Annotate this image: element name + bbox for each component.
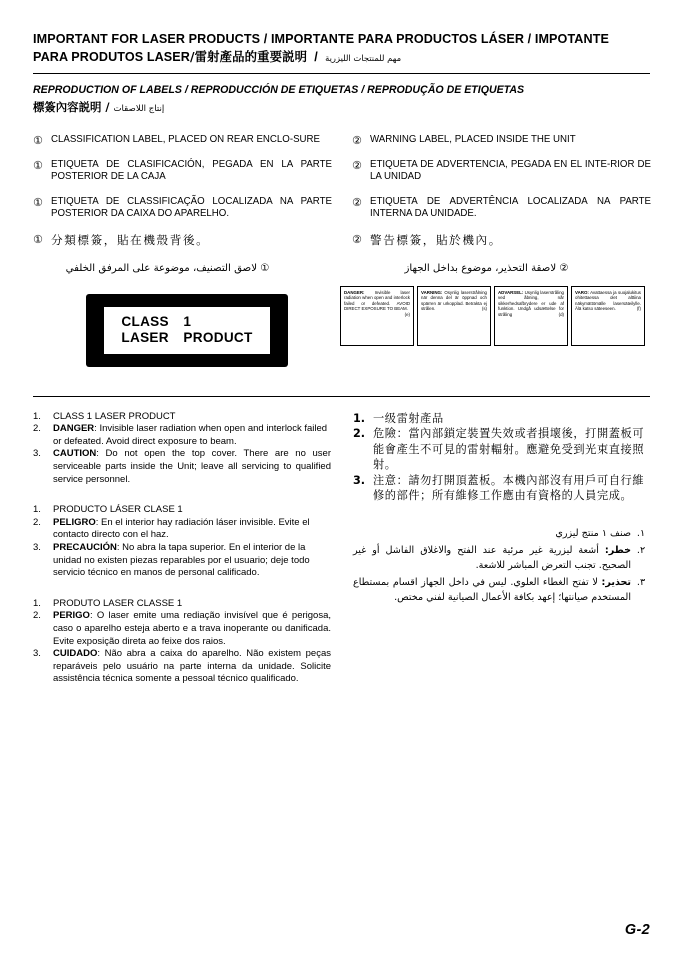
subheading-latin: REPRODUCTION OF LABELS / REPRODUCCIÓN DE ETIQUETAS / REPRODUÇÃO DE ETIQUETAS (33, 84, 525, 96)
warning-body: Invisible laser radiation when open and interlock failed or defeated. AVOID DIRECT EXPOSURE TO BEAM. (344, 289, 410, 312)
class-1-laser-product-label (86, 294, 288, 367)
class-label-word-one: 1 (183, 313, 192, 329)
class-label-word-laser: LASER (121, 330, 169, 346)
instruction-columns (33, 411, 650, 704)
label-text-portuguese: ETIQUETA DE ADVERTÊNCIA LOCALIZADA NA PARTE INTERNA DA UNIDADE. (370, 195, 651, 220)
warning-code: (d) (558, 312, 564, 317)
label-item (352, 196, 651, 221)
label-marker: ① (33, 159, 43, 172)
label-item (33, 159, 332, 184)
label-text-chinese: 分類標簽，貼在機殼背後。 (51, 232, 210, 247)
label-item (352, 159, 651, 184)
warning-heading: ADVARSEL: (498, 289, 524, 295)
label-item (33, 134, 332, 147)
label-text-portuguese: ETIQUETA DE CLASSIFICAÇÃO LOCALIZADA NA PARTE POSTERIOR DA CAIXA DO APARELHO. (51, 195, 332, 220)
instruction-text (53, 517, 331, 542)
instruction-column-right (353, 411, 651, 704)
document-title (33, 30, 650, 67)
label-item (352, 134, 651, 147)
instruction-body-text: : O laser emite uma rediação invisível que é perigosa, caso o aparelho esteja aberto e a trava inoperante ou danificada. Evite exposição direta ao feixe dos raios. (53, 610, 331, 647)
instruction-item (353, 526, 651, 541)
warning-heading: VARO: (575, 289, 589, 295)
instruction-item (353, 473, 651, 504)
subheading-arabic: إنتاج اللاصقات (113, 104, 165, 114)
warning-code: (e) (404, 312, 410, 317)
instruction-item (33, 517, 331, 542)
instruction-item (353, 543, 651, 573)
title-line-2-arabic: مهم للمنتجات الليزرية (325, 53, 402, 63)
title-line-2-chinese: 雷射產品的重要説明 (194, 49, 308, 64)
warning-heading: DANGER: (344, 289, 365, 295)
title-separator-1: / (190, 49, 195, 64)
subheading-separator: / (105, 100, 110, 114)
title-line-2-latin: PARA PRODUTOS LASER (33, 50, 191, 64)
instruction-item (33, 504, 331, 517)
instruction-block-spanish (33, 504, 331, 580)
instruction-number: 2. (33, 423, 41, 435)
instruction-body-text: : Invisible laser radiation when open and interlock failed or defeated. Avoid direct exposure to beam. (53, 423, 328, 447)
instruction-item (353, 411, 651, 427)
instruction-keyword: PERIGO (53, 610, 90, 622)
warning-body: Avattaessa ja suojalukitus ohitettaessa olet alttiina näkymättömälle lasersäteilylle. Älä katso säteeseen. (575, 289, 641, 312)
instruction-item (33, 610, 331, 648)
subheading-chinese: 標簽內容説明 (33, 100, 102, 114)
class-label-word-product: PRODUCT (183, 330, 253, 346)
label-marker: ① (33, 232, 43, 246)
instruction-text: 注意：請勿打開頂蓋板。本機內部沒有用戶可自行維修的部件；所有維修工作應由有資格的人員完成。 (373, 473, 645, 503)
label-text-spanish: ETIQUETA DE CLASIFICACIÓN, PEGADA EN LA PARTE POSTERIOR DE LA CAJA (51, 159, 332, 183)
instruction-body-text: : No abra la tapa superior. En el interior de la unidad no existen piezas reparables por el usuario; deje todo servicio técnico en manos de personal calificado. (53, 541, 310, 579)
instruction-item (33, 411, 331, 424)
instruction-number: ٢. (636, 544, 646, 556)
warning-body: Usynlig laserstråling ved åbning, når sikkerhedsafbrydere er ude af funktion. Undgå udsættelse for stråling (498, 289, 564, 317)
label-text-arabic: ② لاصقة التحذير، موضوع بداخل الجهاز (404, 262, 569, 274)
label-graphics-row (33, 286, 650, 390)
instructions-divider (33, 396, 650, 397)
instruction-number: ١. (636, 527, 646, 539)
instruction-number: 2. (33, 516, 41, 528)
instruction-number: 1. (33, 410, 41, 422)
class-label-inner-panel (104, 307, 270, 354)
instruction-text: PRODUTO LASER CLASSE 1 (53, 597, 183, 609)
instruction-number: 3. (353, 473, 366, 487)
instruction-keyword: CAUTION (53, 448, 97, 460)
warning-code: (f) (636, 306, 641, 312)
label-column-right (352, 134, 651, 276)
label-marker: ① (33, 134, 43, 147)
header-divider (33, 73, 650, 74)
instruction-text: صنف ١ منتج ليزري (555, 527, 631, 539)
instruction-item (353, 426, 651, 473)
title-separator-2: / (314, 50, 318, 64)
warning-code: (s) (481, 306, 487, 312)
label-item (33, 196, 332, 221)
instruction-number: ٣. (636, 576, 646, 588)
instruction-body-text: لا تفتح الغطاء العلوي. ليس في داخل الجهاز اقسام بمستطاع المستخدم صيانتها؛ إعهد بكافة الأعمال الصيانية لفني مختص. (353, 576, 631, 603)
class-label-word-class: CLASS (121, 313, 169, 329)
label-text-english: WARNING LABEL, PLACED INSIDE THE UNIT (370, 134, 576, 145)
warning-box-english (340, 286, 414, 346)
label-text-arabic: ① لاصق التصنيف، موضوعة على المرفق الخلفي (65, 262, 270, 274)
instruction-text (53, 610, 331, 648)
instruction-text (53, 423, 331, 448)
instruction-item (33, 648, 331, 686)
instruction-block-arabic (353, 526, 651, 605)
label-marker: ② (352, 134, 362, 147)
instruction-text (53, 648, 331, 686)
instruction-item (33, 542, 331, 580)
label-marker: ① (33, 195, 43, 209)
label-item (33, 233, 332, 248)
label-marker: ② (352, 195, 362, 209)
instruction-keyword: PELIGRO (53, 516, 96, 528)
instruction-number: 2. (353, 427, 366, 441)
warning-box-finnish (571, 286, 645, 346)
instruction-text: 一级雷射產品 (373, 411, 444, 425)
instruction-keyword: خطر: (604, 544, 631, 556)
instruction-item (353, 575, 651, 605)
page-number: G-2 (624, 922, 650, 938)
instruction-body-text: : Do not open the top cover. There are no user serviceable parts inside the Unit; leave all servicing to qualified service personnel. (53, 448, 331, 485)
instruction-keyword: PRECAUCIÓN (53, 541, 117, 553)
instruction-body-text: أشعة ليزرية غير مرئية عند الفتح والاغلاق الفاشل أو غير الصحيح. تجنب التعرض المباشر للاشعة. (353, 544, 631, 571)
instruction-item (33, 448, 331, 486)
instruction-body-text: : En el interior hay radiación láser invisible. Evite el contacto directo con el haz. (53, 516, 310, 541)
instruction-number: 3. (33, 648, 41, 660)
warning-label-group (340, 286, 645, 346)
warning-heading: VARNING: (421, 289, 443, 295)
instruction-item (33, 598, 331, 611)
instruction-text (353, 543, 631, 573)
instruction-column-left (33, 411, 331, 704)
instruction-number: 1. (353, 411, 366, 425)
label-marker: ② (352, 159, 362, 172)
instruction-keyword: CUIDADO (53, 648, 98, 660)
instruction-number: 3. (33, 541, 41, 553)
instruction-text (53, 448, 331, 486)
label-text-english: CLASSIFICATION LABEL, PLACED ON REAR ENCLO-SURE (51, 134, 320, 145)
label-text-spanish: ETIQUETA DE ADVERTENCIA, PEGADA EN EL INTE-RIOR DE LA UNIDAD (370, 159, 651, 183)
label-marker: ② (352, 232, 362, 246)
instruction-block-chinese (353, 411, 651, 504)
warning-body: Osynlig laserstrålning när denna del är öppnad och spärren är urkopplad. Betrakta ej strålen. (421, 289, 487, 312)
instruction-text (53, 542, 331, 580)
label-text-chinese: 警告標簽，貼於機內。 (370, 232, 502, 247)
title-line-1: IMPORTANT FOR LASER PRODUCTS / IMPORTANTE PARA PRODUCTOS LÁSER / IMPOTANTE (33, 32, 609, 46)
instruction-text: PRODUCTO LÁSER CLASE 1 (53, 504, 183, 516)
instruction-keyword: تحذير: (601, 576, 631, 588)
instruction-body-text: : Não abra a caixa do aparelho. Não existem peças reparáveis pelo usuário na parte interna da unidade. Solicite assistência técnica somente a pessoal técnico qualificado. (53, 648, 331, 685)
warning-box-danish (494, 286, 568, 346)
class-label-text (121, 314, 252, 347)
instruction-number: 2. (33, 610, 41, 622)
instruction-number: 1. (33, 597, 41, 609)
label-column-left (33, 134, 332, 276)
instruction-number: 3. (33, 448, 41, 460)
warning-box-swedish (417, 286, 491, 346)
instruction-text: 危險：當內部鎖定裝置失效或者損壞後，打開蓋板可能會產生不可見的雷射輻射。應避免受到光束直接照射。 (373, 427, 645, 472)
page-content (33, 30, 650, 704)
instruction-block-portuguese (33, 598, 331, 686)
subheading-cjk-row (33, 100, 650, 117)
label-description-columns (33, 134, 650, 276)
instruction-number: 1. (33, 504, 41, 516)
instruction-text (353, 575, 631, 605)
instruction-item (33, 423, 331, 448)
label-item (352, 233, 651, 248)
instruction-block-english (33, 411, 331, 487)
instruction-text: CLASS 1 LASER PRODUCT (53, 410, 176, 422)
instruction-keyword: DANGER (53, 423, 95, 435)
